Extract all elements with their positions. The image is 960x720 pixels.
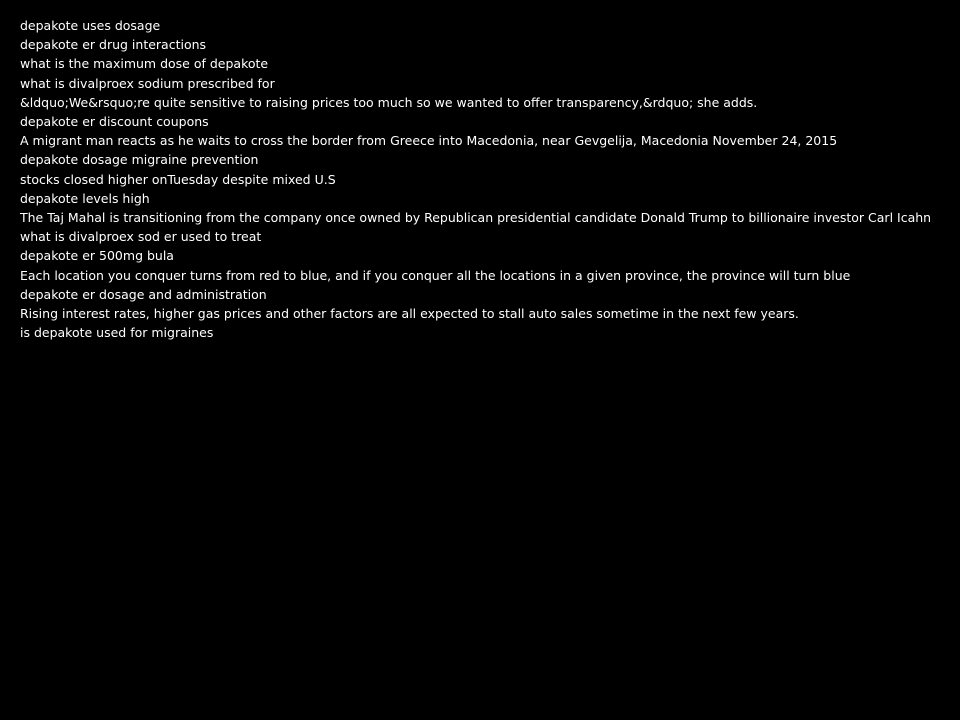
text-line: what is divalproex sod er used to treat: [20, 229, 262, 245]
text-line: stocks closed higher onTuesday despite mixed U.S: [20, 171, 336, 187]
text-line: A migrant man reacts as he waits to cross the border from Greece into Macedonia, near Gevgelija, Macedonia November 24, 2015: [20, 133, 838, 149]
text-line: depakote er 500mg bula: [20, 248, 174, 264]
text-line: &ldquo;We&rsquo;re quite sensitive to raising prices too much so we wanted to offer transparency,&rdquo; she adds.: [20, 94, 758, 110]
text-lines-list: [20, 16, 940, 342]
text-line: what is the maximum dose of depakote: [20, 56, 269, 72]
text-line: Rising interest rates, higher gas prices and other factors are all expected to stall auto sales sometime in the next few years.: [20, 306, 799, 322]
text-line: depakote dosage migraine prevention: [20, 152, 259, 168]
text-line: depakote er dosage and administration: [20, 286, 267, 302]
text-line: depakote levels high: [20, 190, 150, 206]
text-line: Each location you conquer turns from red to blue, and if you conquer all the locations in a given province, the province will turn blue: [20, 267, 851, 283]
text-line: depakote er discount coupons: [20, 114, 209, 130]
text-line: depakote er drug interactions: [20, 37, 207, 53]
text-line: depakote uses dosage: [20, 18, 161, 33]
text-line: The Taj Mahal is transitioning from the company once owned by Republican presidential candidate Donald Trump to billionaire investor Carl Icahn: [20, 210, 932, 226]
text-line: is depakote used for migraines: [20, 325, 214, 341]
text-line: what is divalproex sodium prescribed for: [20, 75, 275, 91]
